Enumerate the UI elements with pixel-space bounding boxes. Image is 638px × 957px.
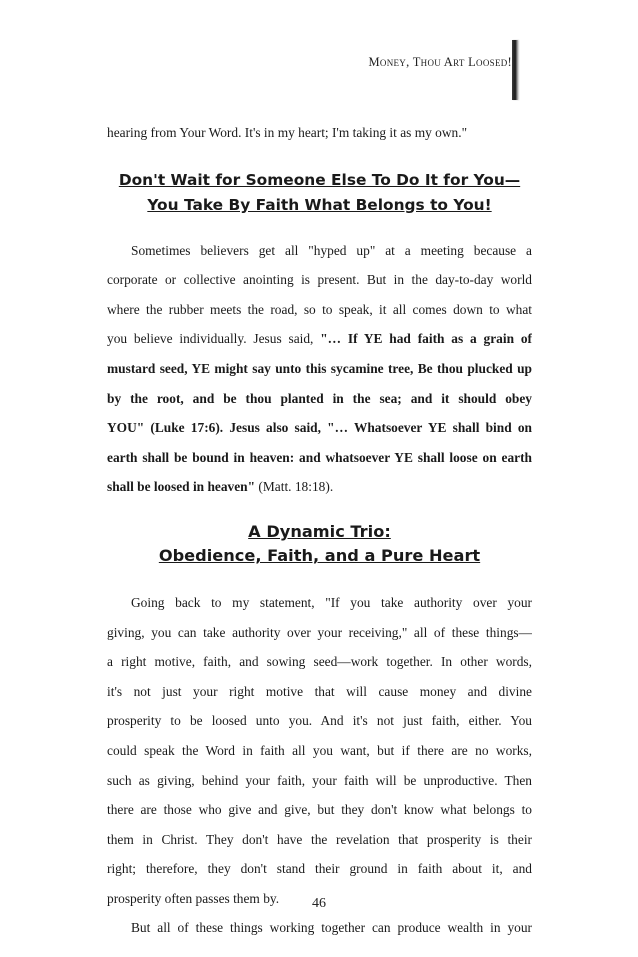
text-line: where the rubber meets the road, so to speak, it all comes down to what bbox=[107, 301, 532, 317]
text-line: it's not just your right motive that will cause money and divine bbox=[107, 683, 532, 699]
text-line: right; therefore, they don't stand their ground in faith about it, and bbox=[107, 861, 532, 877]
spacer bbox=[107, 148, 532, 168]
text-line: hearing from Your Word. It's in my heart; I'm taking it as my own." bbox=[107, 125, 468, 140]
scripture-quote-line: by the root, and be thou planted in the sea; and it should obey bbox=[107, 390, 532, 406]
paragraph bbox=[107, 913, 532, 943]
text-line: them in Christ. They don't have the revelation that prosperity is their bbox=[107, 831, 532, 847]
text-line: a right motive, faith, and sowing seed—work together. In other words, bbox=[107, 654, 532, 670]
text-line: corporate or collective anointing is present. But in the day-to-day world bbox=[107, 272, 532, 288]
text-line: giving, you can take authority over your receiving," all of these things— bbox=[107, 624, 532, 640]
section-heading-line-2: Obedience, Faith, and a Pure Heart bbox=[158, 545, 481, 565]
text-line: Sometimes believers get all "hyped up" at a meeting because a bbox=[131, 242, 532, 258]
text-span: you believe individually. Jesus said, bbox=[107, 331, 321, 347]
section-heading-line-2: You Take By Faith What Belongs to You! bbox=[147, 195, 492, 214]
scripture-quote-line: earth shall be bound in heaven: and whatsoever YE shall loose on earth bbox=[107, 449, 532, 465]
text-line: such as giving, behind your faith, your faith will be unproductive. Then bbox=[107, 772, 532, 788]
text-line: But all of these things working together can produce wealth in your bbox=[131, 920, 532, 936]
scripture-quote-line: YOU" (Luke 17:6). Jesus also said, "… Whatsoever YE shall bind on bbox=[107, 420, 532, 436]
scripture-quote: "… If YE had faith as a grain of bbox=[320, 331, 532, 347]
scripture-quote-line: mustard seed, YE might say unto this sycamine tree, Be thou plucked up bbox=[107, 360, 532, 376]
spacer bbox=[107, 568, 532, 588]
header-bar-decoration bbox=[512, 40, 518, 100]
running-head-title: Money, Thou Art Loosed! bbox=[368, 55, 512, 69]
section-heading-line-1: A Dynamic Trio: bbox=[248, 521, 391, 541]
spacer bbox=[107, 502, 532, 520]
text-line: prosperity often passes them by. bbox=[107, 890, 280, 906]
section-heading-line-1: Don't Wait for Someone Else To Do It for You— bbox=[118, 170, 521, 189]
paragraph bbox=[107, 588, 532, 914]
spacer bbox=[107, 218, 532, 236]
text-line: there are those who give and give, but they don't know what belongs to bbox=[107, 802, 532, 818]
text-line: Going back to my statement, "If you take authority over your bbox=[131, 594, 532, 610]
page-body bbox=[107, 118, 532, 943]
scripture-reference: (Matt. 18:18). bbox=[255, 479, 334, 495]
paragraph bbox=[107, 236, 532, 502]
text-line: could speak the Word in faith all you want, but if there are no works, bbox=[107, 742, 532, 758]
text-line: prosperity to be loosed unto you. And it's not just faith, either. You bbox=[107, 713, 532, 729]
text-line bbox=[107, 472, 532, 502]
page-number: 46 bbox=[312, 896, 326, 911]
text-line bbox=[107, 324, 532, 354]
scripture-quote: shall be loosed in heaven" bbox=[107, 479, 256, 495]
